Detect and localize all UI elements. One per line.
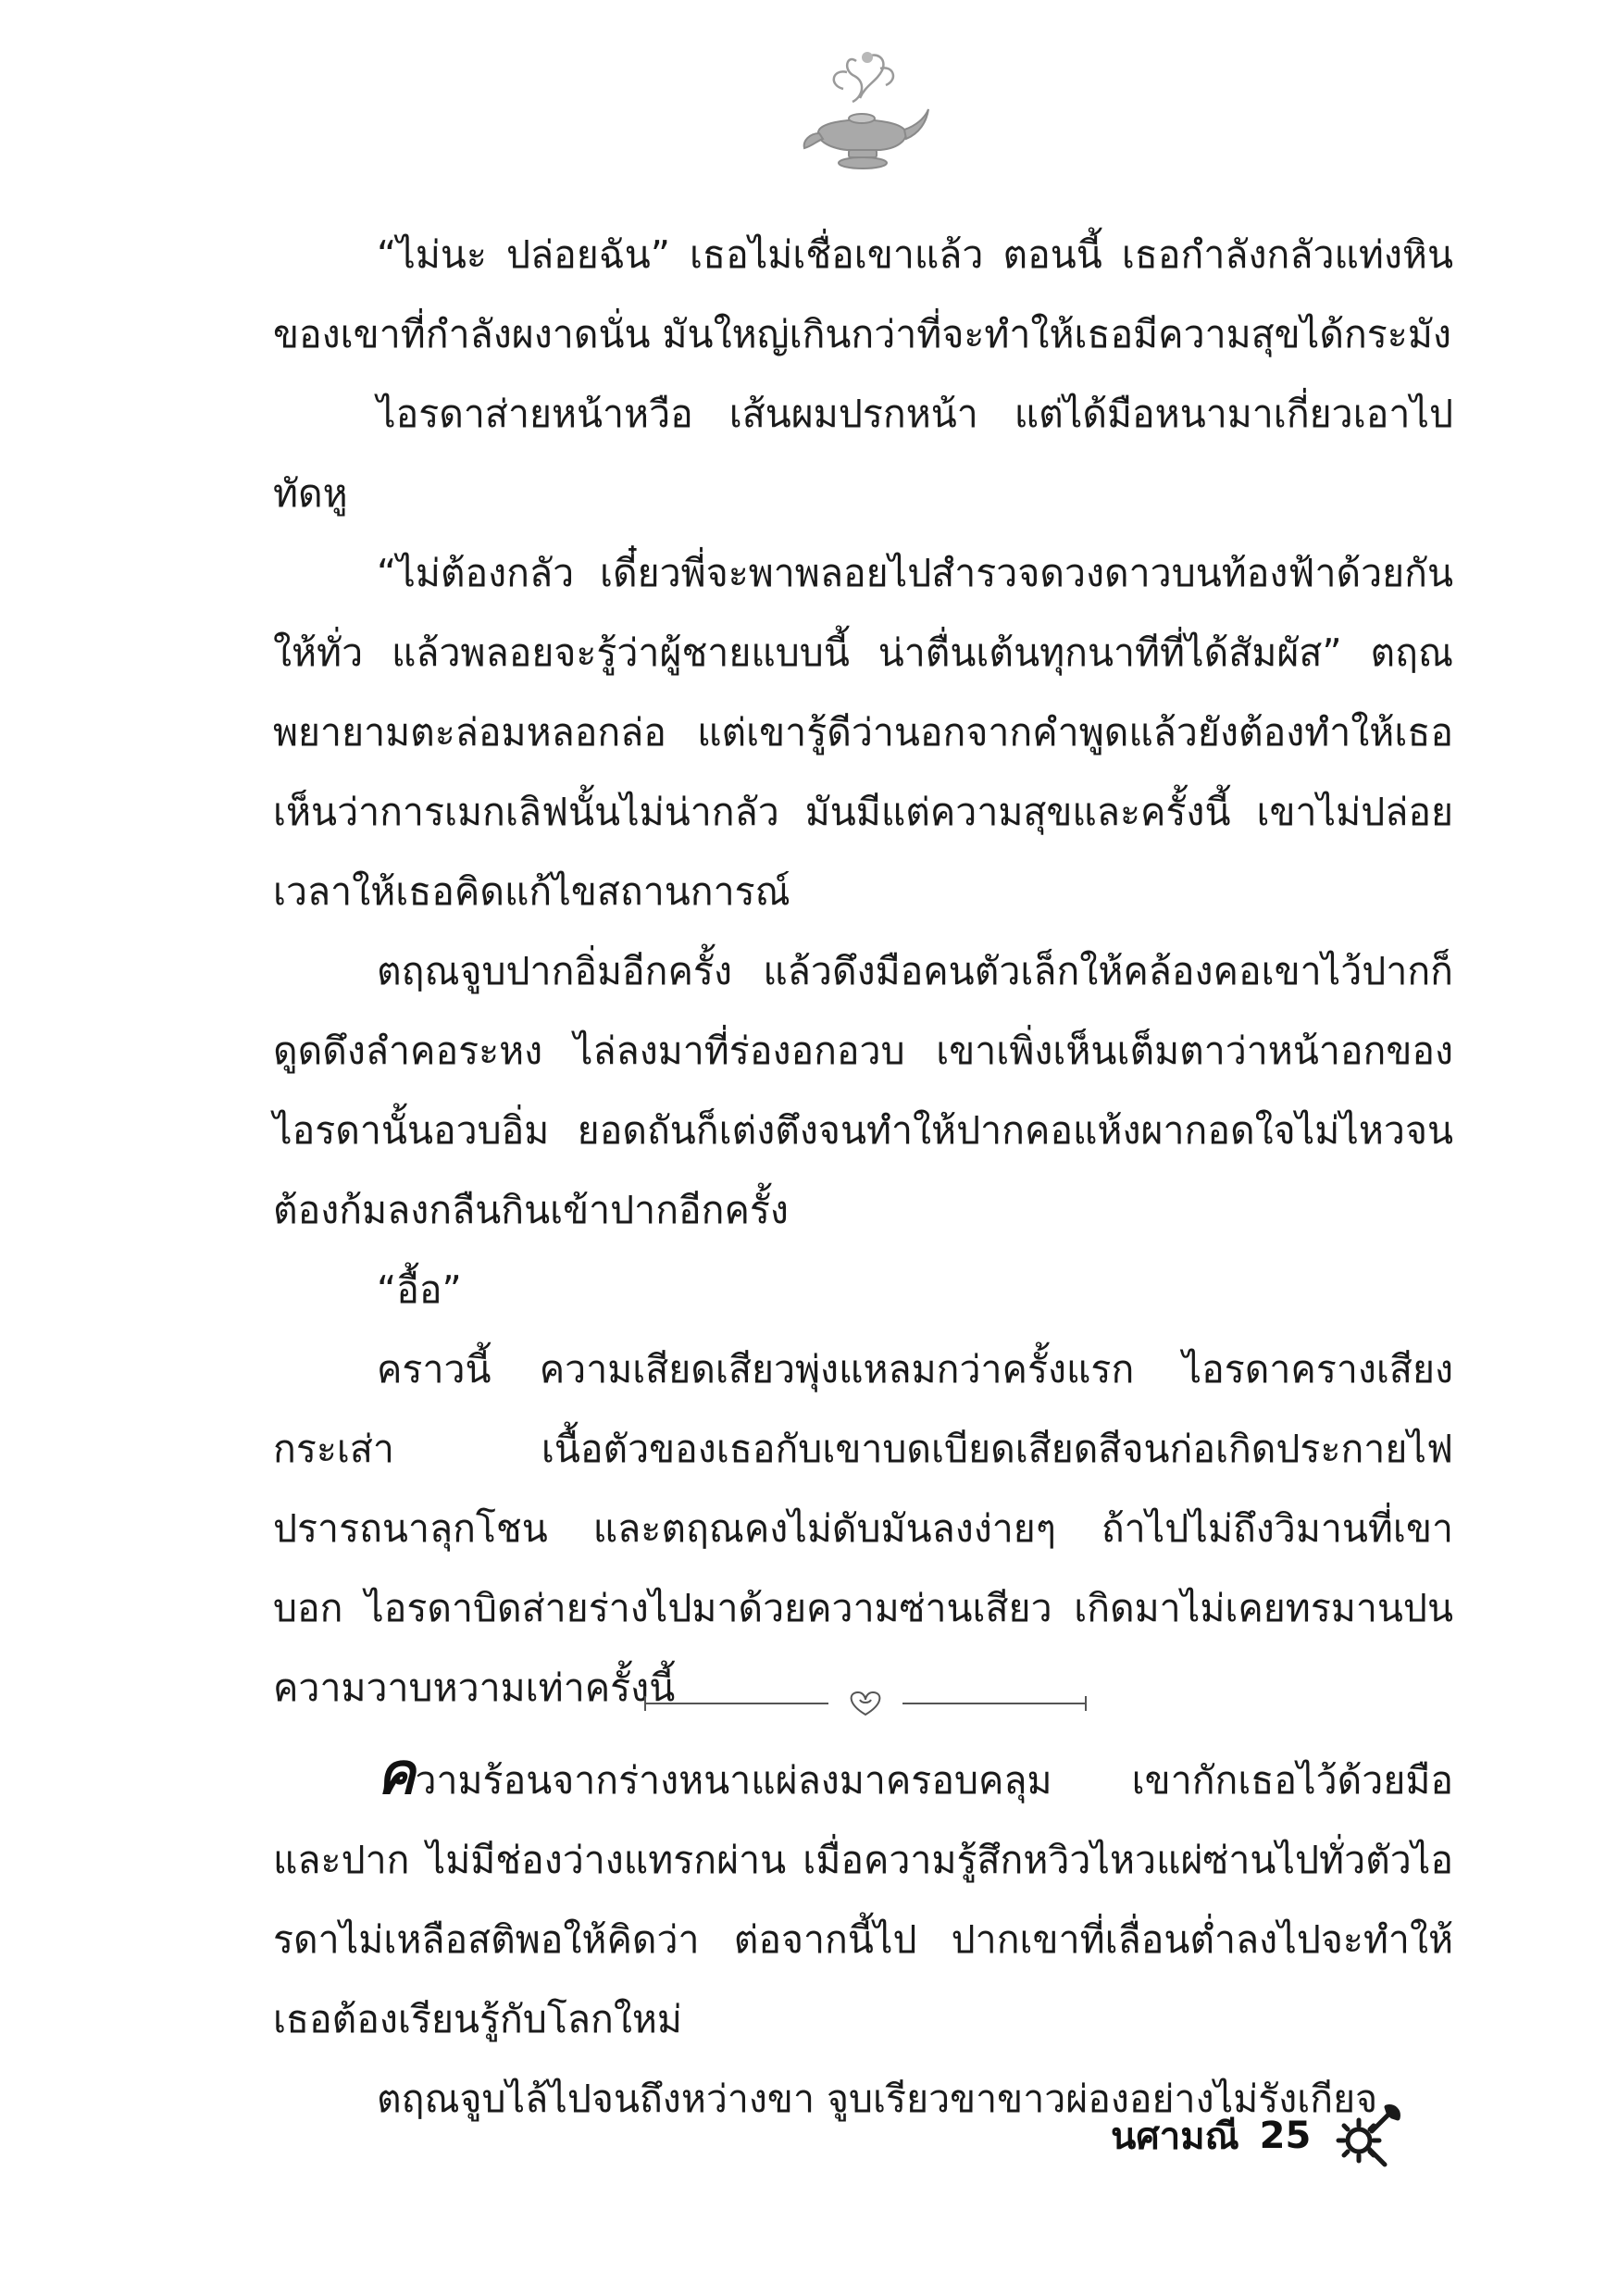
gear-wrench-icon: [1331, 2103, 1403, 2168]
paragraph: คราวนี้ ความเสียดเสียวพุ่งแหลมกว่าครั้งแรก ไอรดาครางเสียงกระเส่า เนื้อตัวของเธอกับเขาบดเบียดเสียดสีจนก่อเกิดประกายไฟปรารถนาลุกโชน และตฤณคงไม่ดับมันลงง่ายๆ ถ้าไปไม่ถึงวิมานที่เขาบอก ไอรดาบิดส่ายร่างไปมาด้วยความซ่านเสียว เกิดมาไม่เคยทรมานปนความวาบหวามเท่าครั้งนี้: [273, 1347, 1453, 1710]
author-name: นศามณี: [1111, 2115, 1239, 2158]
paragraph: “อื้อ”: [377, 1267, 462, 1312]
page-number: 25: [1259, 2115, 1312, 2157]
drop-cap: ค: [377, 1740, 416, 1807]
genie-lamp-icon: [791, 44, 930, 174]
body-text-section-1: [273, 215, 1453, 1728]
paragraph: ตฤณจูบไล้ไปจนถึงหว่างขา จูบเรียวขาขาวผ่องอย่างไม่รังเกียจ: [377, 2077, 1378, 2121]
page-footer: [1111, 2103, 1403, 2168]
heart-divider-icon: [643, 1687, 1088, 1720]
paragraph: ตฤณจูบปากอิ่มอีกครั้ง แล้วดึงมือคนตัวเล็กให้คล้องคอเขาไว้ปากก็ดูดดึงลำคอระหง ไล่ลงมาที่ร่องอกอวบ เขาเพิ่งเห็นเต็มตาว่าหน้าอกของไอรดานั้นอวบอิ่ม ยอดถันก็เต่งตึงจนทำให้ปากคอแห้งผากอดใจไม่ไหวจนต้องก้มลงกลืนกินเข้าปากอีกครั้ง: [273, 949, 1453, 1232]
paragraph: “ไม่ต้องกลัว เดี๋ยวพี่จะพาพลอยไปสำรวจดวงดาวบนท้องฟ้าด้วยกันให้ทั่ว แล้วพลอยจะรู้ว่าผู้ชายแบบนี้ น่าตื่นเต้นทุกนาทีที่ได้สัมผัส” ตฤณพยายามตะล่อมหลอกล่อ แต่เขารู้ดีว่านอกจากคำพูดแล้วยังต้องทำให้เธอเห็นว่าการเมกเลิฟนั้นไม่น่ากลัว มันมีแต่ความสุขและครั้งนี้ เขาไม่ปล่อยเวลาให้เธอคิดแก้ไขสถานการณ์: [273, 551, 1453, 914]
paragraph: “ไม่นะ ปล่อยฉัน” เธอไม่เชื่อเขาแล้ว ตอนนี้ เธอกำลังกลัวแท่งหินของเขาที่กำลังผงาดนั่น มันใหญ่เกินกว่าที่จะทำให้เธอมีความสุขได้กระมัง: [273, 232, 1453, 356]
body-text-section-2: [273, 1741, 1453, 2139]
paragraph-text: วามร้อนจากร่างหนาแผ่ลงมาครอบคลุม เขากักเธอไว้ด้วยมือและปาก ไม่มีช่องว่างแทรกผ่าน เมื่อความรู้สึกหวิวไหวแผ่ซ่านไปทั่วตัวไอรดาไม่เหลือสติพอให้คิดว่า ต่อจากนี้ไป ปากเขาที่เลื่อนต่ำลงไปจะทำให้เธอต้องเรียนรู้กับโลกใหม่: [273, 1758, 1453, 2041]
paragraph: ไอรดาส่ายหน้าหวือ เส้นผมปรกหน้า แต่ได้มือหนามาเกี่ยวเอาไปทัดหู: [273, 392, 1453, 516]
paragraph-with-dropcap: [273, 1741, 1453, 2059]
